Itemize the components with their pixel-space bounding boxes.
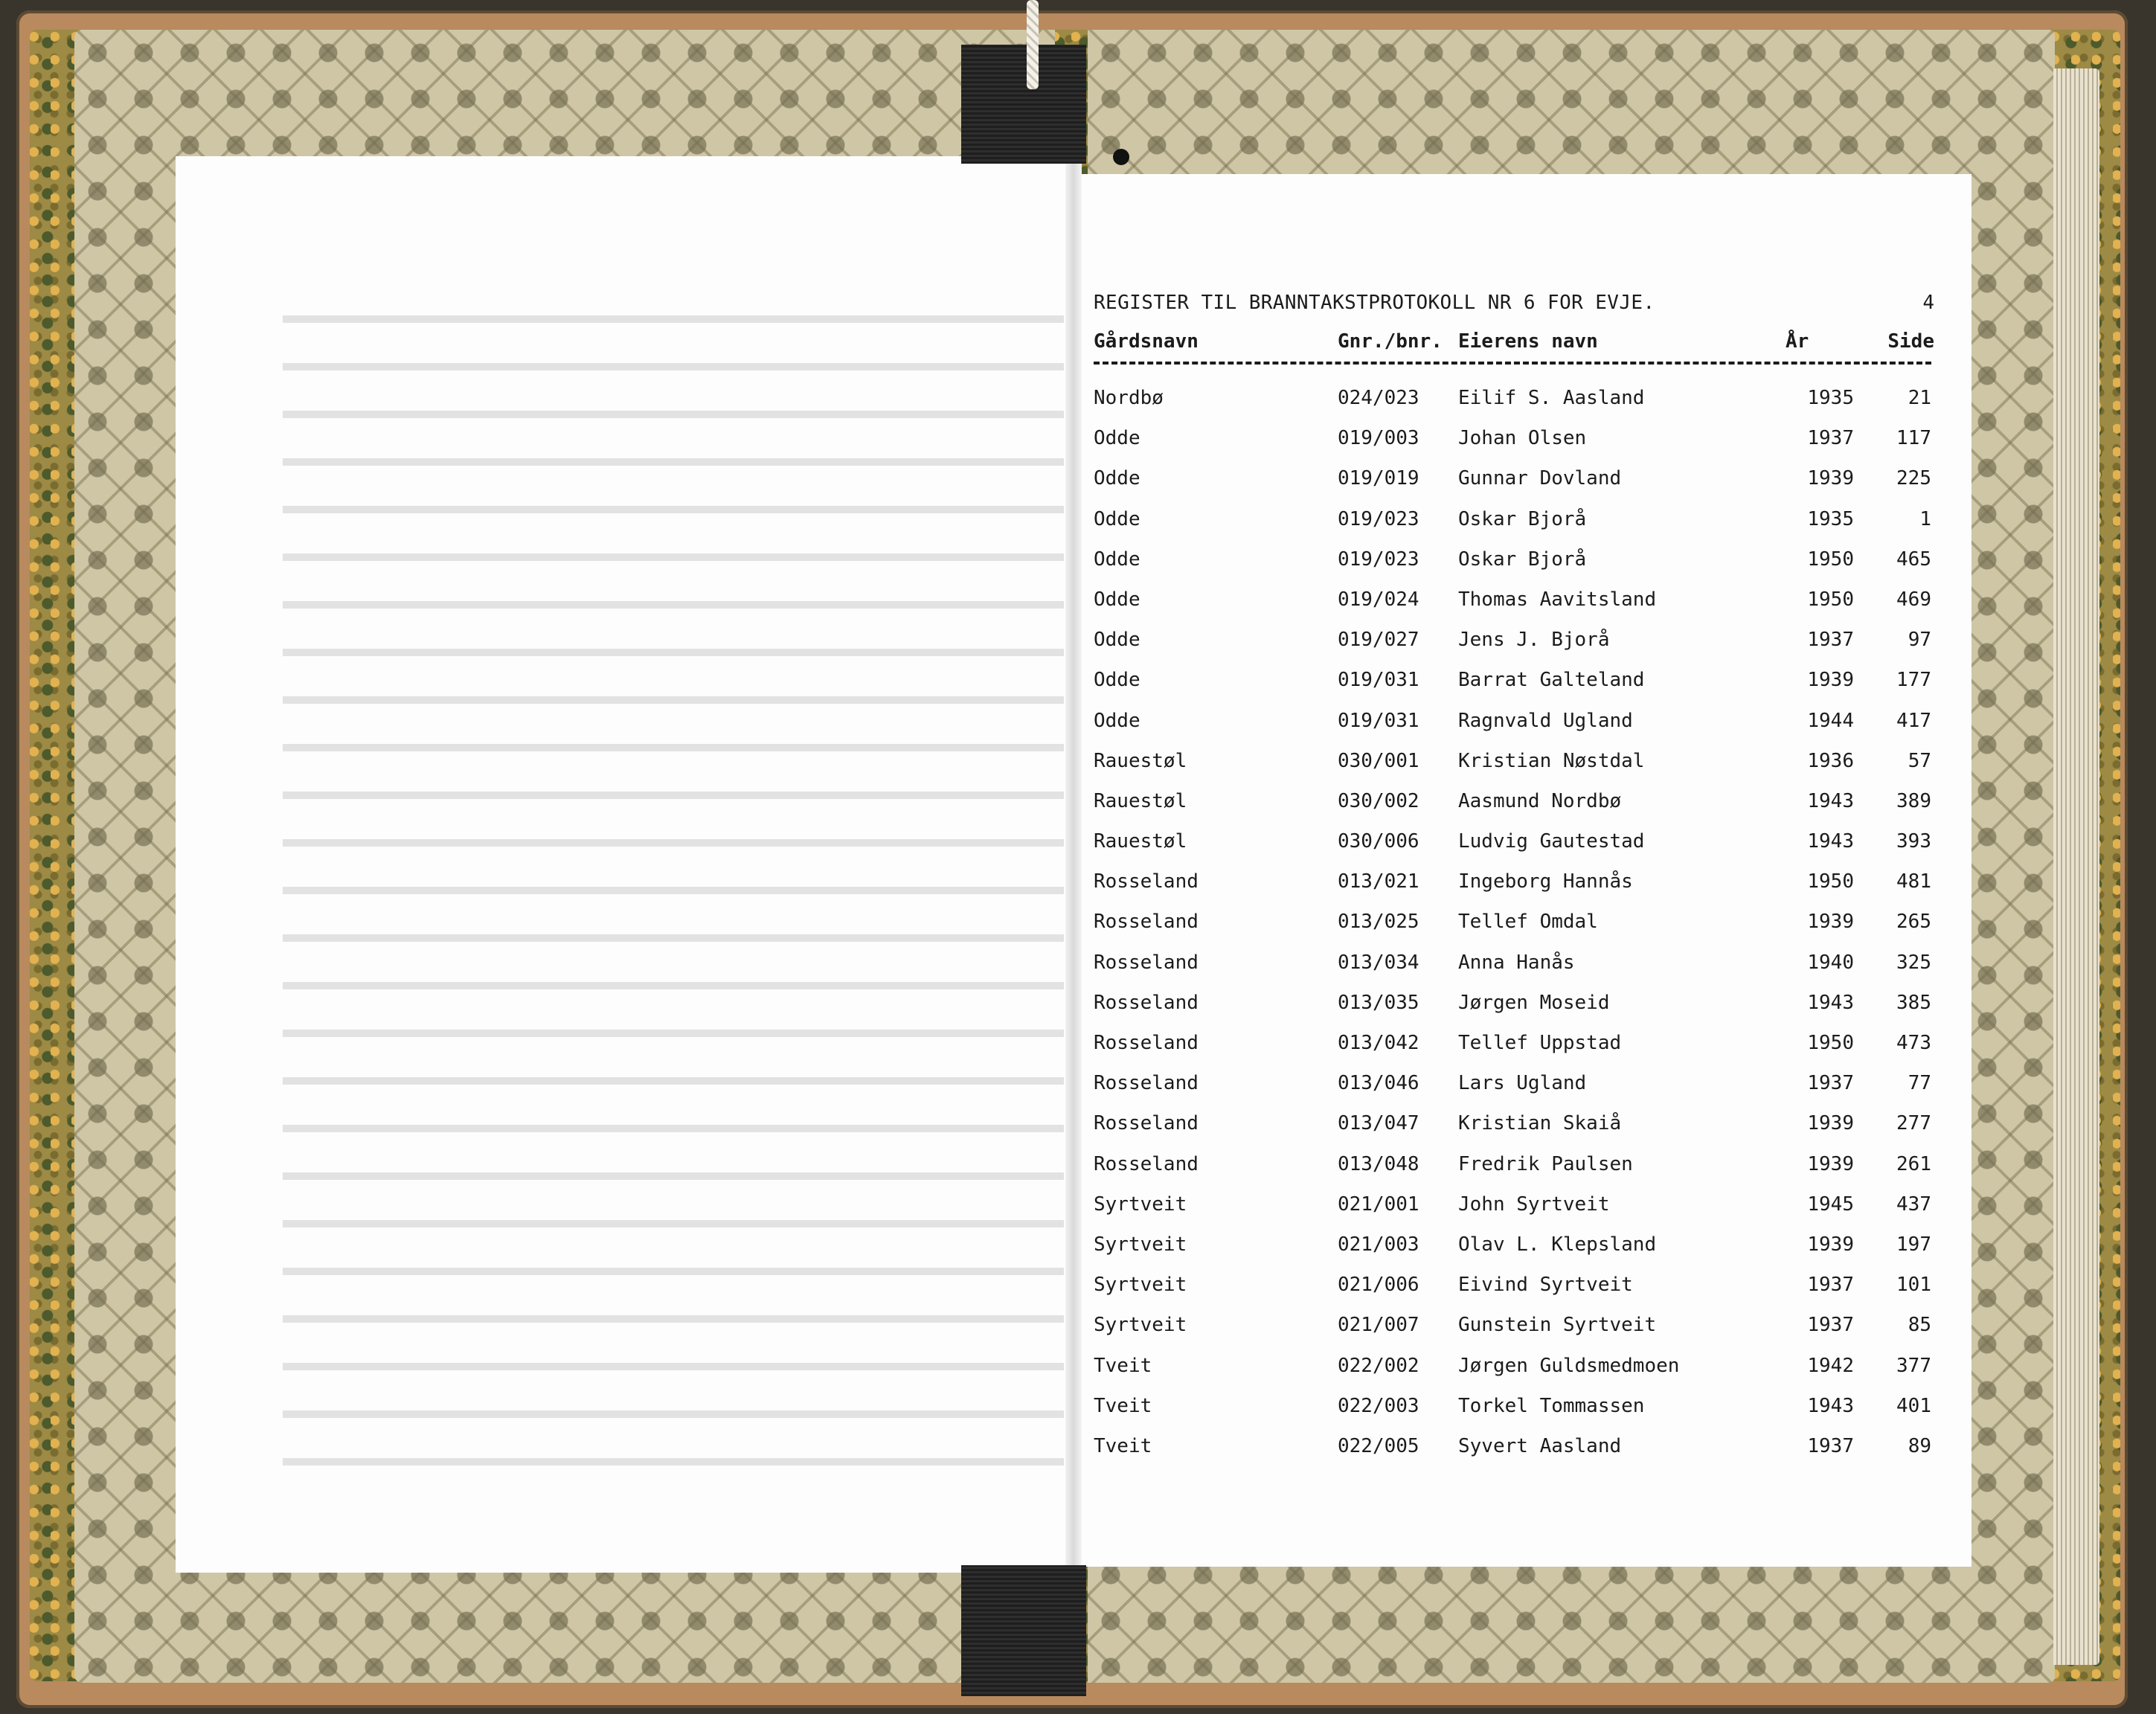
dashed-rule <box>1094 362 1931 365</box>
table-row <box>1094 1395 1934 1435</box>
owner-cell: Gunnar Dovland <box>1458 467 1622 490</box>
page-cell: 117 <box>1896 427 1931 450</box>
farm-cell: Nordbø <box>1094 387 1164 409</box>
page-cell: 469 <box>1896 588 1931 611</box>
page-cell: 481 <box>1896 870 1931 893</box>
owner-cell: Thomas Aavitsland <box>1458 588 1657 611</box>
year-cell: 1939 <box>1807 1233 1854 1256</box>
owner-cell: Barrat Galteland <box>1458 669 1645 692</box>
table-row <box>1094 467 1934 507</box>
table-row <box>1094 387 1934 427</box>
table-row <box>1094 548 1934 588</box>
table-row <box>1094 1233 1934 1274</box>
page-cell: 89 <box>1908 1434 1931 1457</box>
owner-cell: Johan Olsen <box>1458 427 1587 450</box>
page-cell: 225 <box>1896 467 1931 490</box>
table-row <box>1094 1274 1934 1314</box>
gnr-bnr-cell: 030/002 <box>1338 789 1419 812</box>
table-row <box>1094 992 1934 1032</box>
binder-hole <box>1113 149 1129 165</box>
gnr-bnr-cell: 019/023 <box>1338 548 1419 571</box>
table-row <box>1094 1435 1934 1475</box>
farm-cell: Odde <box>1094 467 1140 490</box>
page-cell: 417 <box>1896 709 1931 732</box>
year-cell: 1937 <box>1807 1314 1854 1337</box>
gnr-bnr-cell: 021/006 <box>1338 1274 1419 1297</box>
page-cell: 325 <box>1896 951 1931 974</box>
gnr-bnr-cell: 013/021 <box>1338 870 1419 893</box>
table-row <box>1094 508 1934 548</box>
page-cell: 197 <box>1896 1233 1931 1256</box>
page-cell: 97 <box>1908 629 1931 652</box>
gnr-bnr-cell: 022/005 <box>1338 1434 1419 1457</box>
spine-tape-bottom <box>961 1565 1086 1696</box>
owner-cell: Jørgen Moseid <box>1458 991 1610 1014</box>
table-row <box>1094 427 1934 467</box>
gnr-bnr-cell: 030/001 <box>1338 749 1419 772</box>
page-cell: 377 <box>1896 1354 1931 1377</box>
year-cell: 1935 <box>1807 507 1854 530</box>
farm-cell: Odde <box>1094 669 1140 692</box>
table-row <box>1094 830 1934 870</box>
owner-cell: Syvert Aasland <box>1458 1434 1622 1457</box>
farm-cell: Odde <box>1094 507 1140 530</box>
year-cell: 1939 <box>1807 467 1854 490</box>
year-cell: 1945 <box>1807 1193 1854 1216</box>
farm-cell: Tveit <box>1094 1354 1152 1377</box>
gnr-bnr-cell: 022/002 <box>1338 1354 1419 1377</box>
farm-cell: Rauestøl <box>1094 749 1187 772</box>
gnr-bnr-cell: 013/042 <box>1338 1032 1419 1054</box>
year-cell: 1937 <box>1807 1274 1854 1297</box>
year-cell: 1937 <box>1807 427 1854 450</box>
year-cell: 1943 <box>1807 991 1854 1014</box>
owner-cell: Oskar Bjorå <box>1458 507 1587 530</box>
gnr-bnr-cell: 013/034 <box>1338 951 1419 974</box>
page-cell: 277 <box>1896 1112 1931 1135</box>
page-cell: 177 <box>1896 669 1931 692</box>
owner-cell: Jørgen Guldsmedmoen <box>1458 1354 1680 1377</box>
page-number: 4 <box>1922 292 1934 314</box>
table-row <box>1094 1314 1934 1354</box>
owner-cell: Kristian Nøstdal <box>1458 749 1645 772</box>
page-cell: 77 <box>1908 1072 1931 1095</box>
farm-cell: Rosseland <box>1094 1072 1199 1095</box>
header-farm: Gårdsnavn <box>1094 330 1199 353</box>
farm-cell: Tveit <box>1094 1434 1152 1457</box>
owner-cell: Ingeborg Hannås <box>1458 870 1633 893</box>
year-cell: 1950 <box>1807 588 1854 611</box>
owner-cell: Lars Ugland <box>1458 1072 1587 1095</box>
owner-cell: Kristian Skaiå <box>1458 1112 1622 1135</box>
owner-cell: Oskar Bjorå <box>1458 548 1587 571</box>
farm-cell: Syrtveit <box>1094 1193 1187 1216</box>
page-cell: 389 <box>1896 789 1931 812</box>
gnr-bnr-cell: 013/048 <box>1338 1152 1419 1175</box>
owner-cell: Eivind Syrtveit <box>1458 1274 1633 1297</box>
page-cell: 473 <box>1896 1032 1931 1054</box>
farm-cell: Rosseland <box>1094 1152 1199 1175</box>
year-cell: 1944 <box>1807 709 1854 732</box>
gnr-bnr-cell: 019/031 <box>1338 669 1419 692</box>
year-cell: 1939 <box>1807 669 1854 692</box>
year-cell: 1939 <box>1807 1112 1854 1135</box>
header-owner: Eierens navn <box>1458 330 1598 353</box>
page-cell: 1 <box>1919 507 1931 530</box>
table-row <box>1094 1032 1934 1072</box>
owner-cell: Gunstein Syrtveit <box>1458 1314 1657 1337</box>
owner-cell: Eilif S. Aasland <box>1458 387 1645 409</box>
table-row <box>1094 1072 1934 1112</box>
table-row <box>1094 790 1934 830</box>
owner-cell: Tellef Omdal <box>1458 911 1598 934</box>
year-cell: 1940 <box>1807 951 1854 974</box>
farm-cell: Rosseland <box>1094 1112 1199 1135</box>
gnr-bnr-cell: 021/001 <box>1338 1193 1419 1216</box>
page-cell: 101 <box>1896 1274 1931 1297</box>
year-cell: 1950 <box>1807 548 1854 571</box>
year-cell: 1943 <box>1807 1394 1854 1417</box>
gnr-bnr-cell: 019/024 <box>1338 588 1419 611</box>
page-cell: 261 <box>1896 1152 1931 1175</box>
gnr-bnr-cell: 019/019 <box>1338 467 1419 490</box>
table-row <box>1094 1355 1934 1395</box>
page-cell: 21 <box>1908 387 1931 409</box>
farm-cell: Rosseland <box>1094 911 1199 934</box>
farm-cell: Odde <box>1094 548 1140 571</box>
page-cell: 85 <box>1908 1314 1931 1337</box>
farm-cell: Rosseland <box>1094 1032 1199 1054</box>
farm-cell: Rauestøl <box>1094 830 1187 853</box>
year-cell: 1939 <box>1807 911 1854 934</box>
year-cell: 1950 <box>1807 870 1854 893</box>
farm-cell: Odde <box>1094 709 1140 732</box>
page-cell: 265 <box>1896 911 1931 934</box>
table-row <box>1094 710 1934 750</box>
table-row <box>1094 750 1934 790</box>
gnr-bnr-cell: 024/023 <box>1338 387 1419 409</box>
year-cell: 1939 <box>1807 1152 1854 1175</box>
year-cell: 1937 <box>1807 1434 1854 1457</box>
farm-cell: Tveit <box>1094 1394 1152 1417</box>
page-cell: 465 <box>1896 548 1931 571</box>
year-cell: 1935 <box>1807 387 1854 409</box>
gnr-bnr-cell: 013/046 <box>1338 1072 1419 1095</box>
year-cell: 1943 <box>1807 830 1854 853</box>
year-cell: 1936 <box>1807 749 1854 772</box>
table-row <box>1094 629 1934 669</box>
table-row <box>1094 911 1934 951</box>
year-cell: 1937 <box>1807 1072 1854 1095</box>
owner-cell: Anna Hanås <box>1458 951 1575 974</box>
owner-cell: Torkel Tommassen <box>1458 1394 1645 1417</box>
register-rows <box>1094 387 1934 1475</box>
table-row <box>1094 669 1934 709</box>
page-cell: 57 <box>1908 749 1931 772</box>
header-gnr-bnr: Gnr./bnr. <box>1338 330 1443 353</box>
farm-cell: Rosseland <box>1094 951 1199 974</box>
owner-cell: John Syrtveit <box>1458 1193 1610 1216</box>
farm-cell: Syrtveit <box>1094 1274 1187 1297</box>
gnr-bnr-cell: 021/007 <box>1338 1314 1419 1337</box>
header-page: Side <box>1887 330 1934 353</box>
page-edges <box>2053 68 2099 1665</box>
spine-tape-top <box>961 45 1086 164</box>
farm-cell: Odde <box>1094 629 1140 652</box>
owner-cell: Ragnvald Ugland <box>1458 709 1633 732</box>
gnr-bnr-cell: 021/003 <box>1338 1233 1419 1256</box>
farm-cell: Odde <box>1094 427 1140 450</box>
table-row <box>1094 588 1934 629</box>
page-cell: 393 <box>1896 830 1931 853</box>
owner-cell: Olav L. Klepsland <box>1458 1233 1657 1256</box>
gnr-bnr-cell: 019/027 <box>1338 629 1419 652</box>
binding-string <box>1027 0 1039 89</box>
farm-cell: Syrtveit <box>1094 1314 1187 1337</box>
page-cell: 385 <box>1896 991 1931 1014</box>
year-cell: 1937 <box>1807 629 1854 652</box>
table-row <box>1094 1153 1934 1193</box>
farm-cell: Rosseland <box>1094 991 1199 1014</box>
table-row <box>1094 951 1934 992</box>
header-year: År <box>1786 330 1809 353</box>
page-cell: 401 <box>1896 1394 1931 1417</box>
farm-cell: Rauestøl <box>1094 789 1187 812</box>
owner-cell: Ludvig Gautestad <box>1458 830 1645 853</box>
year-cell: 1942 <box>1807 1354 1854 1377</box>
gnr-bnr-cell: 019/003 <box>1338 427 1419 450</box>
document-title: REGISTER TIL BRANNTAKSTPROTOKOLL NR 6 FOR EVJE. <box>1094 292 1655 314</box>
owner-cell: Tellef Uppstad <box>1458 1032 1622 1054</box>
table-row <box>1094 1112 1934 1152</box>
owner-cell: Fredrik Paulsen <box>1458 1152 1633 1175</box>
gnr-bnr-cell: 022/003 <box>1338 1394 1419 1417</box>
gnr-bnr-cell: 019/023 <box>1338 507 1419 530</box>
table-row <box>1094 1193 1934 1233</box>
gnr-bnr-cell: 013/035 <box>1338 991 1419 1014</box>
farm-cell: Rosseland <box>1094 870 1199 893</box>
table-row <box>1094 870 1934 911</box>
owner-cell: Jens J. Bjorå <box>1458 629 1610 652</box>
bleed-through-text <box>208 275 1064 1480</box>
page-fold <box>1065 164 1082 1570</box>
gnr-bnr-cell: 030/006 <box>1338 830 1419 853</box>
page-cell: 437 <box>1896 1193 1931 1216</box>
year-cell: 1950 <box>1807 1032 1854 1054</box>
gnr-bnr-cell: 019/031 <box>1338 709 1419 732</box>
table-header <box>1094 330 1934 357</box>
farm-cell: Syrtveit <box>1094 1233 1187 1256</box>
gnr-bnr-cell: 013/047 <box>1338 1112 1419 1135</box>
year-cell: 1943 <box>1807 789 1854 812</box>
owner-cell: Aasmund Nordbø <box>1458 789 1622 812</box>
gnr-bnr-cell: 013/025 <box>1338 911 1419 934</box>
farm-cell: Odde <box>1094 588 1140 611</box>
